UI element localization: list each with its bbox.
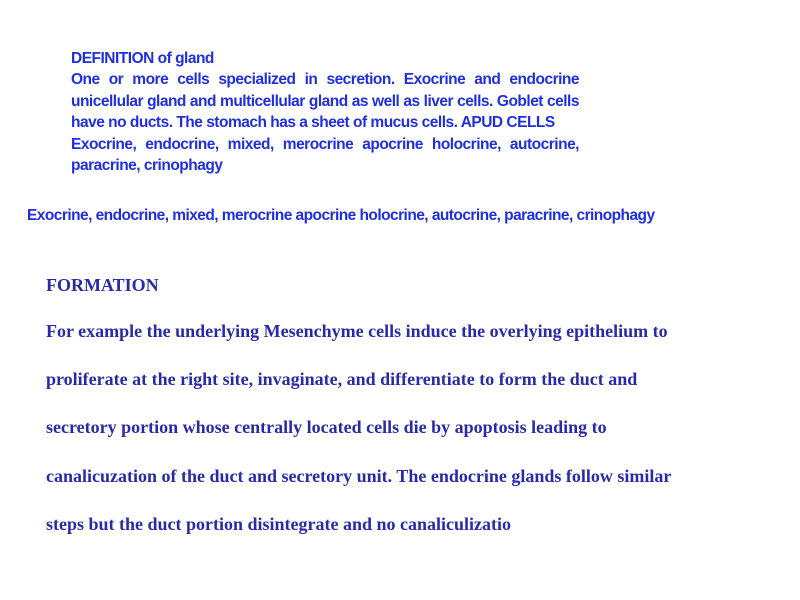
formation-title: FORMATION — [46, 275, 159, 295]
formation-block — [46, 272, 766, 559]
definition-block — [71, 48, 579, 176]
definition-paragraph-wrap — [71, 69, 579, 133]
definition-heading: DEFINITION of gland — [71, 50, 214, 67]
formation-line-1: For example the underlying Mesenchyme cells induce the overlying epithelium to — [46, 321, 668, 341]
formation-line-4: canalicuzation of the duct and secretory unit. The endocrine glands follow similar — [46, 465, 672, 486]
formation-line-5: steps but the duct portion disintegrate and no canaliculizatio — [46, 513, 512, 534]
definition-paragraph: One or more cells specialized in secretion. Exocrine and endocrine unicellular gland and multicellular gland as well as liver cells. Goblet cells have no ducts. The stomach has a sheet of mucus cells. — [71, 71, 579, 132]
gland-types-paragraph: Exocrine, endocrine, mixed, merocrine apocrine holocrine, autocrine, paracrine, crinophagy — [71, 135, 579, 175]
formation-line-2: proliferate at the right site, invaginate, and differentiate to form the duct and — [46, 369, 638, 390]
formation-line-3: secretory portion whose centrally located cells die by apoptosis leading to — [46, 417, 607, 438]
apud-cells-label: APUD CELLS — [460, 114, 555, 132]
gland-types-line: Exocrine, endocrine, mixed, merocrine apocrine holocrine, autocrine, paracrine, crinophagy — [27, 207, 655, 224]
